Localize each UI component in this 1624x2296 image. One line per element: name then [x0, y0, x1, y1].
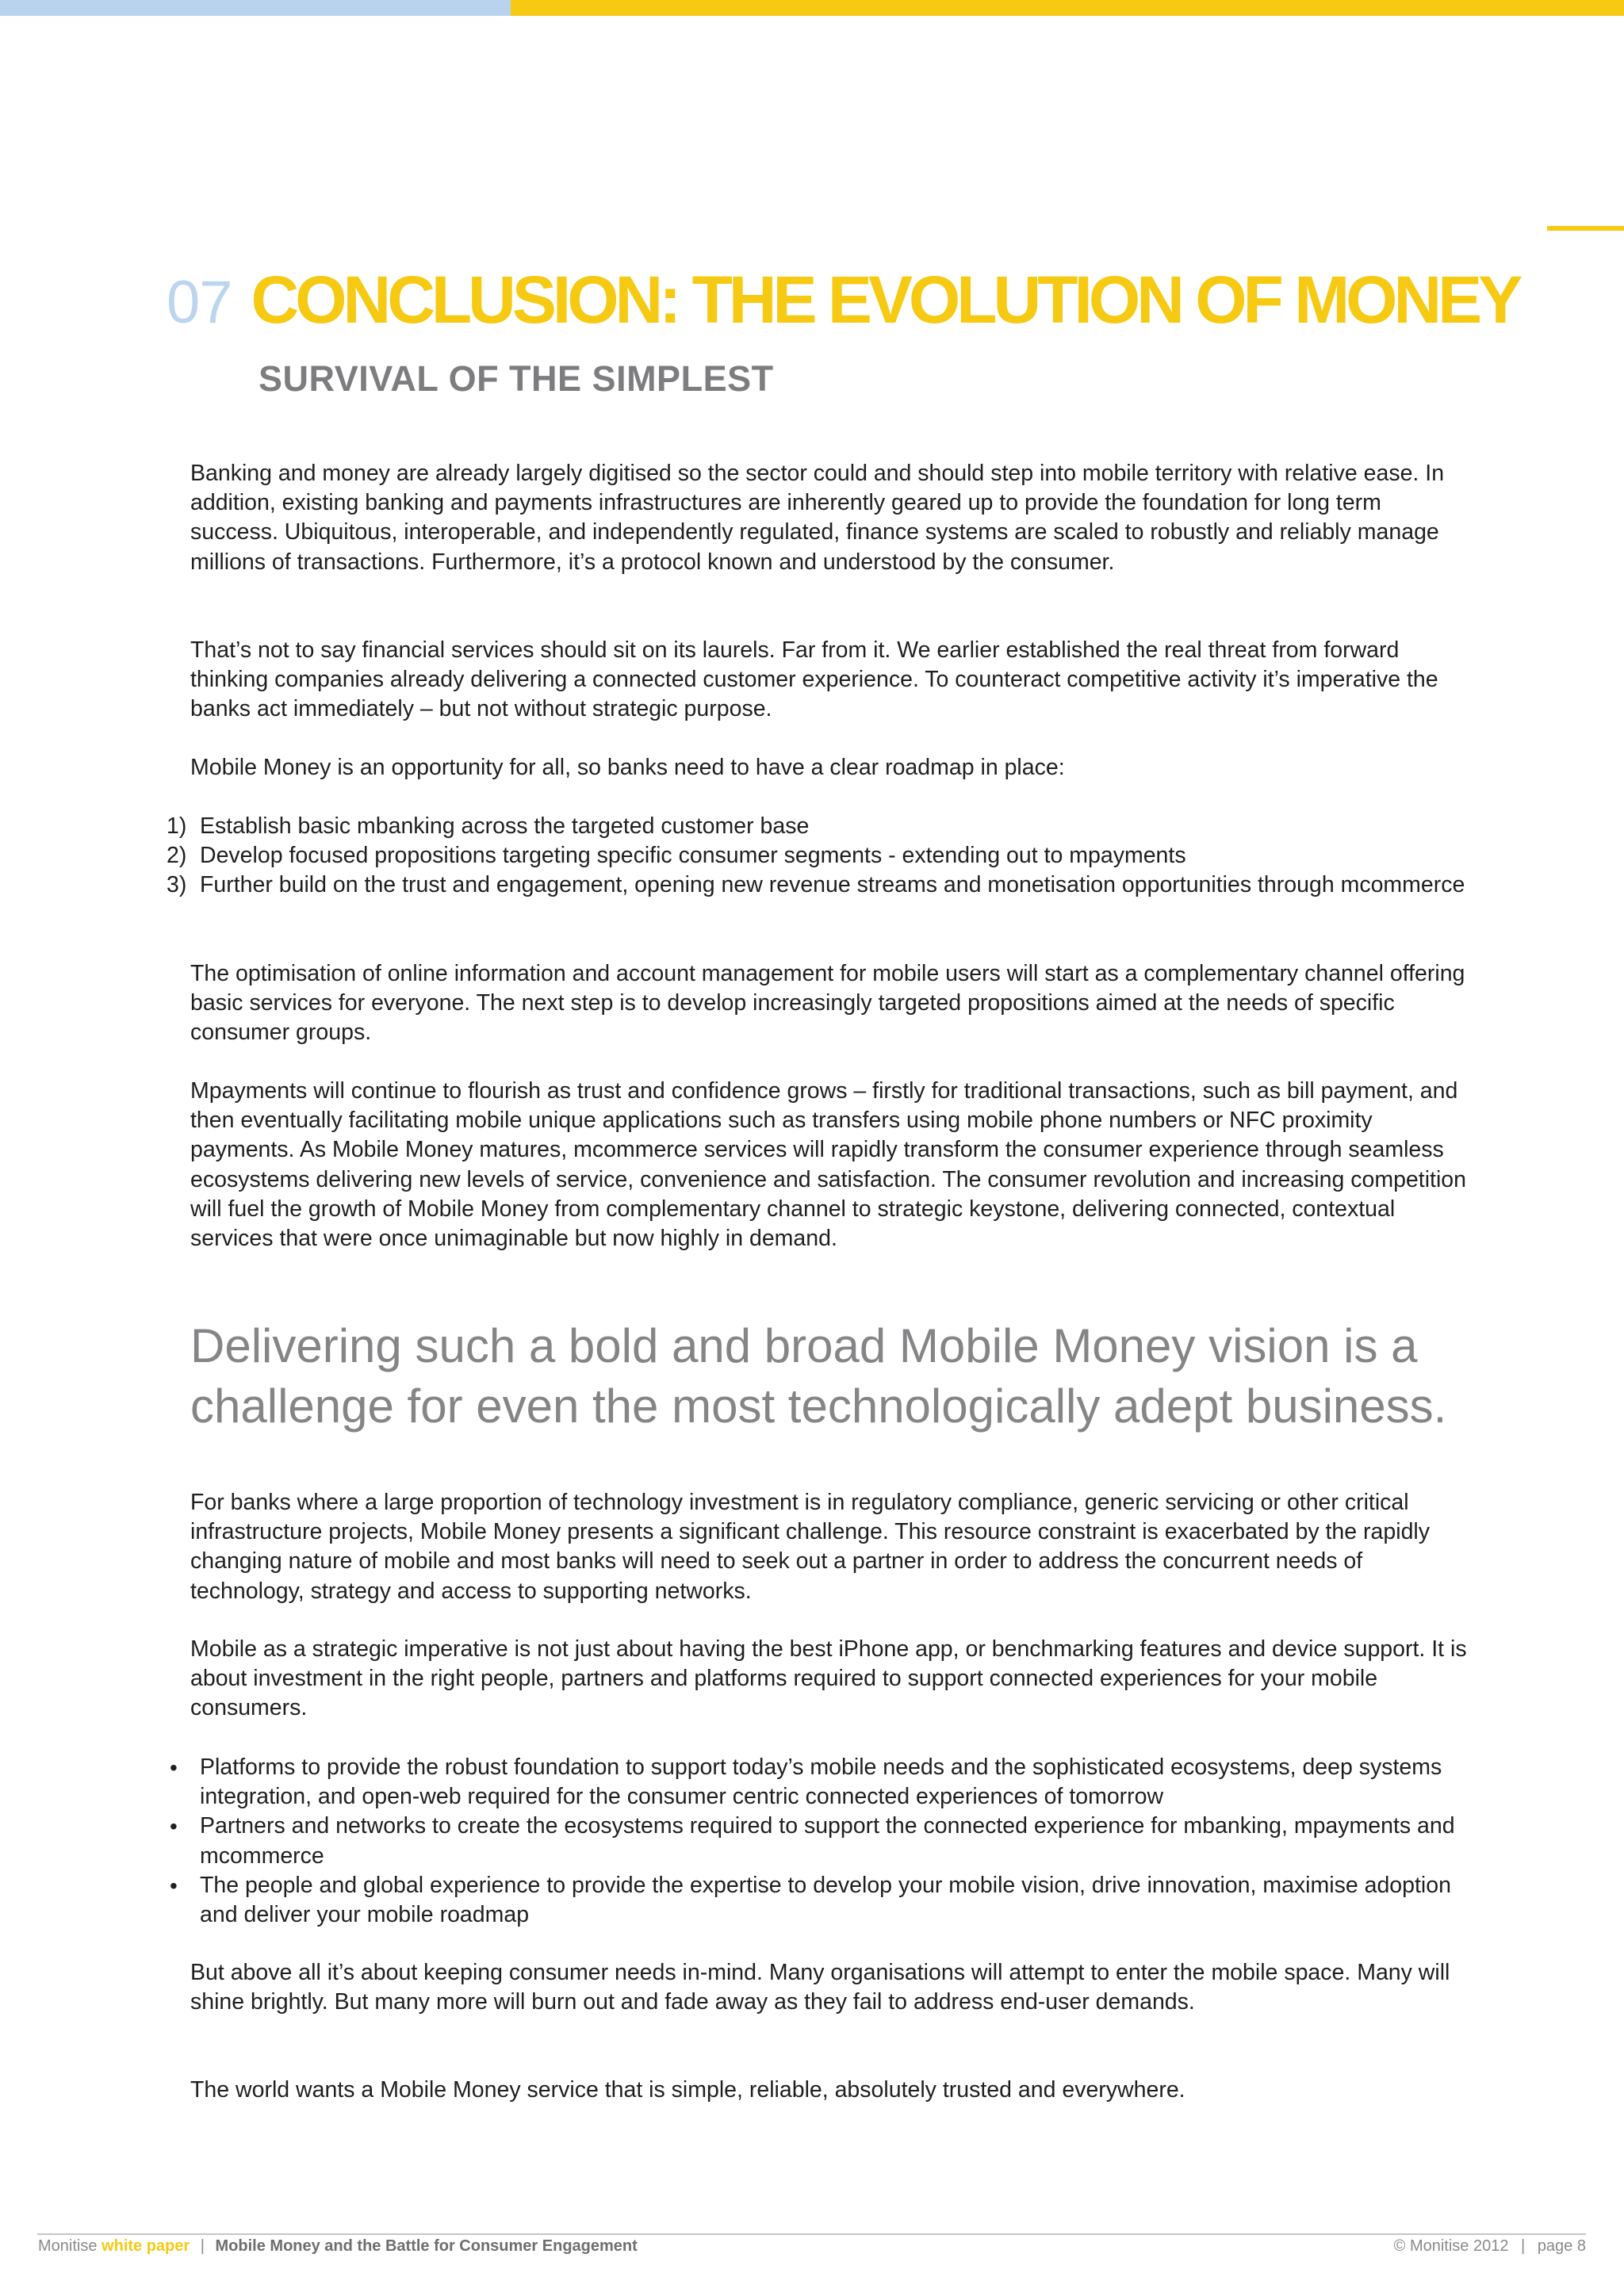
paragraph-strategic-imperative: Mobile as a strategic imperative is not just about having the best iPhone app, or benchmarking features and device support. It is about investment in the right people, partners and platforms required to support connected experiences for your mobile consumers. — [190, 1636, 1467, 1721]
list-item — [167, 841, 1467, 871]
footer-separator: | — [200, 2237, 205, 2255]
top-accent-bar-blue — [0, 0, 511, 16]
list-item-text: Partners and networks to create the ecosystems required to support the connected experience for mbanking, mpayments and mcommerce — [200, 1813, 1455, 1869]
section-subtitle: SURVIVAL OF THE SIMPLEST — [259, 358, 774, 399]
list-item — [167, 1812, 1467, 1870]
paragraph-roadmap-intro: Mobile Money is an opportunity for all, so banks need to have a clear roadmap in place: — [190, 755, 1065, 780]
footer-right — [1394, 2237, 1586, 2256]
bullet-marker: • — [170, 1873, 178, 1898]
list-item-text: Develop focused propositions targeting specific consumer segments - extending out to mpayments — [200, 843, 1186, 869]
paragraph-consumer-needs: But above all it’s about keeping consumer needs in-mind. Many organisations will attempt to enter the mobile space. Many will shine brightly. But many more will burn out and fade away as they fail to address end-user demands. — [190, 1960, 1450, 2015]
page-number: 8 — [1576, 2237, 1586, 2255]
bullet-list — [167, 1753, 1467, 1930]
paragraph-closing: The world wants a Mobile Money service that is simple, reliable, absolutely trusted and everywhere. — [190, 2077, 1185, 2103]
list-item — [167, 1871, 1467, 1930]
section-title: CONCLUSION: THE EVOLUTION OF MONEY — [251, 262, 1519, 337]
footer-copyright: © Monitise 2012 — [1393, 2237, 1509, 2255]
footer-left — [38, 2237, 638, 2256]
side-page-marker — [1547, 226, 1624, 231]
paragraph-mpayments: Mpayments will continue to flourish as trust and confidence grows – firstly for traditional transactions, such as bill payment, and then eventually facilitating mobile unique applications such as transfers using mobile phone numbers or NFC proximity payments. As Mobile Money matures, mcommerce services will rapidly transform the consumer experience through seamless ecosystems delivering new levels of service, convenience and satisfaction. The consumer revolution and increasing competition will fuel the growth of Mobile Money from complementary channel to strategic keystone, delivering connected, contextual services that were once unimaginable but now highly in demand. — [190, 1078, 1466, 1252]
section-heading — [167, 262, 1519, 337]
paragraph-threat: That’s not to say financial services should sit on its laurels. Far from it. We earlier established the real threat from forward thinking companies already delivering a connected customer experience. To counteract competitive activity it’s imperative the banks act immediately – but not without strategic purpose. — [190, 637, 1438, 722]
list-marker: 3) — [167, 872, 187, 898]
footer-doc-type: white paper — [102, 2237, 190, 2255]
footer-divider — [37, 2233, 1586, 2235]
bullet-marker: • — [170, 1755, 178, 1780]
footer-separator: | — [1521, 2237, 1526, 2255]
list-item — [167, 812, 1467, 841]
list-item-text: Establish basic mbanking across the targeted customer base — [200, 813, 810, 839]
list-item-text: Platforms to provide the robust foundation to support today’s mobile needs and the sophisticated ecosystems, deep systems integration, and open-web required for the consumer centric connected experiences of tomorrow — [200, 1755, 1442, 1810]
roadmap-list — [167, 812, 1467, 901]
pull-quote: Delivering such a bold and broad Mobile Money vision is a challenge for even the most technologically adept business. — [190, 1319, 1447, 1433]
footer-brand: Monitise — [38, 2237, 98, 2255]
footer-doc-title: Mobile Money and the Battle for Consumer Engagement — [215, 2237, 638, 2255]
list-marker: 1) — [167, 813, 187, 839]
paragraph-resource-constraint: For banks where a large proportion of technology investment is in regulatory compliance, generic servicing or other critical infrastructure projects, Mobile Money presents a significant challenge. This resource constraint is exacerbated by the rapidly changing nature of mobile and most banks will need to seek out a partner in order to address the concurrent needs of technology, strategy and access to supporting networks. — [190, 1490, 1431, 1604]
paragraph-optimisation: The optimisation of online information and account management for mobile users will start as a complementary channel offering basic services for everyone. The next step is to develop increasingly targeted propositions aimed at the needs of specific consumer groups. — [190, 961, 1465, 1046]
list-item-text: The people and global experience to provide the expertise to develop your mobile vision, drive innovation, maximise adoption and deliver your mobile roadmap — [200, 1872, 1451, 1928]
list-item-text: Further build on the trust and engagement, opening new revenue streams and monetisation opportunities through mcommerce — [200, 872, 1465, 898]
top-accent-bar-yellow — [511, 0, 1624, 16]
section-number: 07 — [167, 269, 232, 336]
footer-page-label: page — [1537, 2237, 1573, 2255]
list-marker: 2) — [167, 843, 187, 869]
paragraph-intro: Banking and money are already largely digitised so the sector could and should step into mobile territory with relative ease. In addition, existing banking and payments infrastructures are inherently geared up to provide the foundation for long term success. Ubiquitous, interoperable, and independently regulated, finance systems are scaled to robustly and reliably manage millions of transactions. Furthermore, it’s a protocol known and understood by the consumer. — [190, 461, 1445, 575]
list-item — [167, 871, 1467, 900]
bullet-marker: • — [170, 1814, 178, 1839]
list-item — [167, 1753, 1467, 1812]
